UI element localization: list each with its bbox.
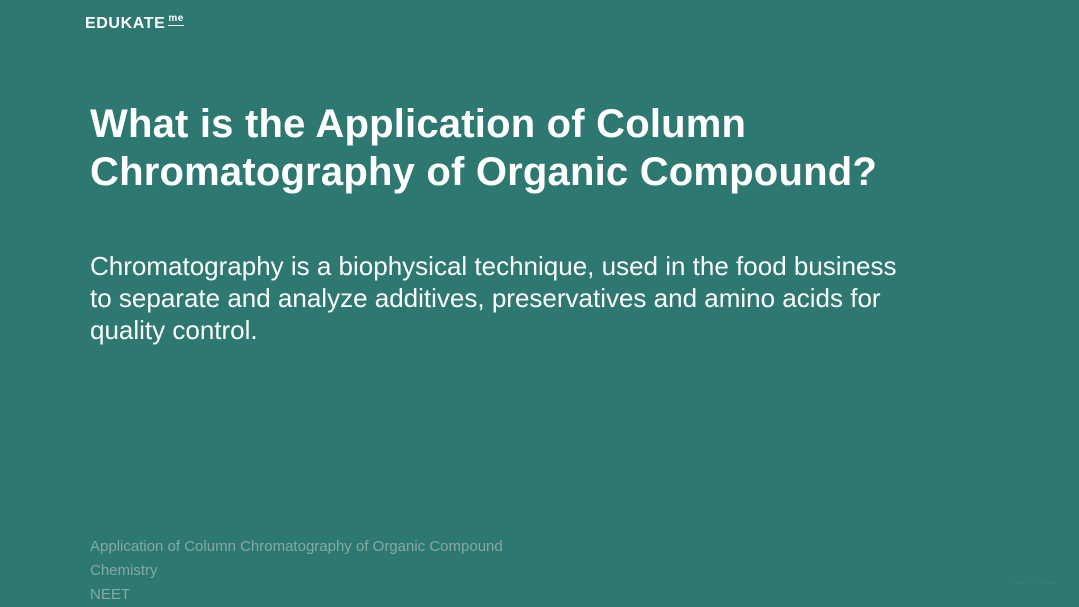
brand-superscript: me [168, 13, 184, 24]
slide-title [90, 100, 990, 196]
slide-footer [90, 535, 503, 607]
slide-body-line-2: to separate and analyze additives, preservatives and amino acids for [90, 283, 881, 313]
footer-subject: Chemistry [90, 562, 158, 579]
slide-title-line-2: Chromatography of Organic Compound? [90, 150, 877, 194]
slide-body-line-1: Chromatography is a biophysical technique, used in the food business [90, 251, 897, 281]
footer-topic: Application of Column Chromatography of Organic Compound [90, 538, 503, 555]
slide-body-paragraph [90, 250, 1000, 346]
corner-watermark: ∙∙∙∙ ∙∙∙∙∙ [1012, 578, 1058, 588]
footer-exam: NEET [90, 586, 131, 603]
slide-title-line-1: What is the Application of Column [90, 102, 747, 146]
slide-body-line-3: quality control. [90, 315, 258, 345]
brand-logo [85, 14, 184, 32]
brand-name: EDUKATE [85, 15, 166, 32]
